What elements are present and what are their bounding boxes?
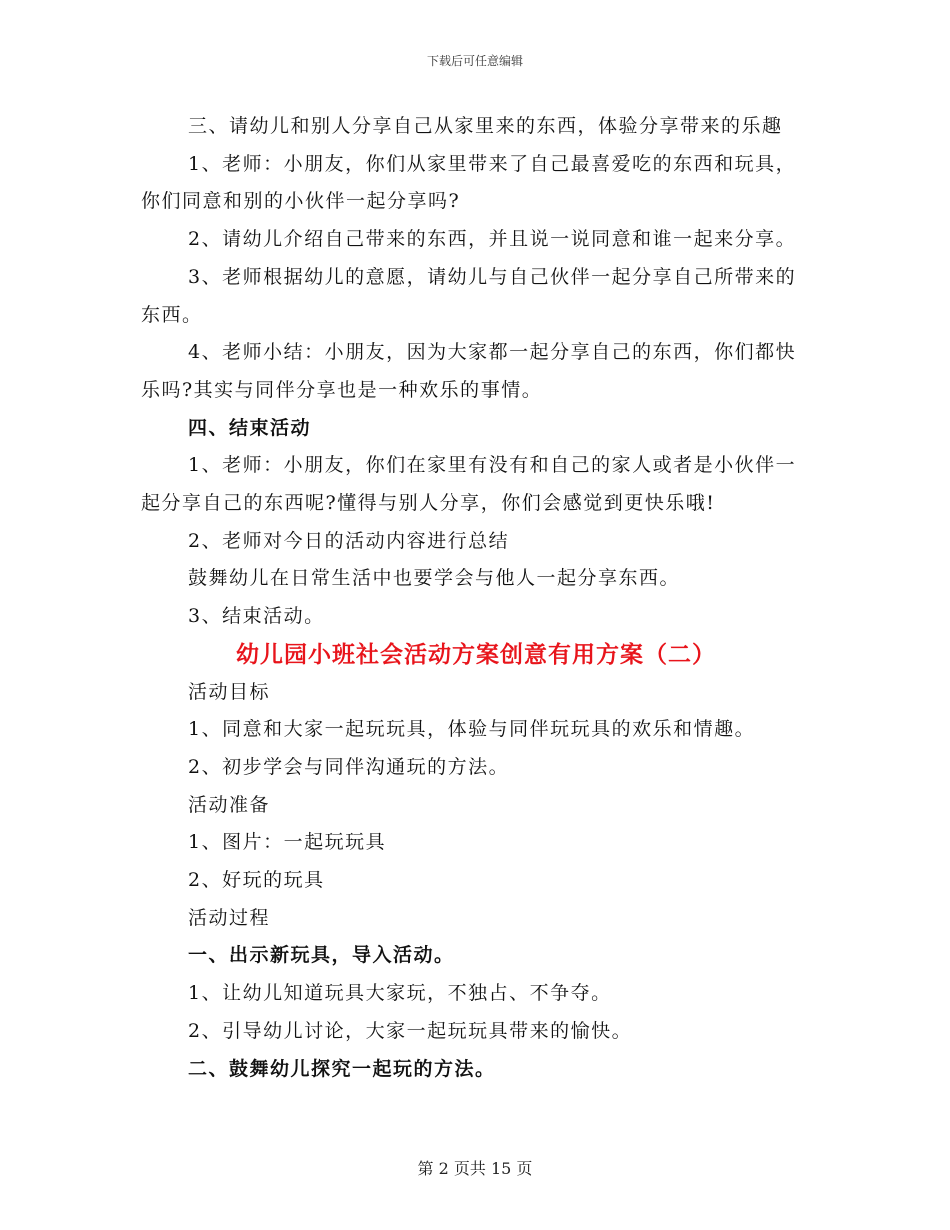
paragraph-item: 2、引导幼儿讨论，大家一起玩玩具带来的愉快。 — [188, 1019, 633, 1042]
paragraph-section-three: 三、请幼儿和别人分享自己从家里来的东西，体验分享带来的乐趣 — [188, 115, 783, 137]
page-header: 下载后可任意编辑 — [426, 54, 523, 68]
paragraph-item: 鼓舞幼儿在日常生活中也要学会与他人一起分享东西。 — [188, 567, 681, 590]
subheading: 活动准备 — [188, 793, 271, 816]
paragraph-item: 1、老师：小朋友，你们在家里有没有和自己的家人或者是小伙伴一起分享自己的东西呢?懂得与别人分享，你们会感觉到更快乐哦! — [141, 454, 797, 515]
paragraph-item: 1、图片：一起玩玩具 — [188, 831, 387, 854]
paragraph-item: 1、同意和大家一起玩玩具，体验与同伴玩玩具的欢乐和情趣。 — [188, 718, 756, 741]
section-heading: 一、出示新玩具，导入活动。 — [188, 944, 455, 967]
section-heading: 四、结束活动 — [188, 416, 312, 439]
section-heading: 二、鼓舞幼儿探究一起玩的方法。 — [188, 1057, 496, 1080]
paragraph-item: 3、结束活动。 — [188, 605, 325, 628]
subheading: 活动过程 — [188, 906, 271, 929]
document-title: 幼儿园小班社会活动方案创意有用方案（二） — [236, 640, 716, 668]
subheading: 活动目标 — [188, 680, 271, 703]
paragraph-item: 4、老师小结：小朋友，因为大家都一起分享自己的东西，你们都快乐吗?其实与同伴分享也是一种欢乐的事情。 — [141, 341, 797, 401]
paragraph-item: 1、让幼儿知道玩具大家玩，不独占、不争夺。 — [188, 982, 612, 1005]
paragraph-item: 1、老师：小朋友，你们从家里带来了自己最喜爱吃的东西和玩具，你们同意和别的小伙伴一起分享吗? — [141, 152, 797, 213]
paragraph-item: 3、老师根据幼儿的意愿，请幼儿与自己伙伴一起分享自己所带来的东西。 — [141, 265, 797, 326]
document-body — [141, 108, 811, 1088]
paragraph-item: 2、老师对今日的活动内容进行总结 — [188, 529, 510, 552]
paragraph-item: 2、好玩的玩具 — [188, 869, 325, 892]
paragraph-item: 2、初步学会与同伴沟通玩的方法。 — [188, 755, 510, 778]
paragraph-item: 2、请幼儿介绍自己带来的东西，并且说一说同意和谁一起来分享。 — [188, 228, 797, 251]
page-footer: 第 2 页共 15 页 — [417, 1159, 533, 1178]
